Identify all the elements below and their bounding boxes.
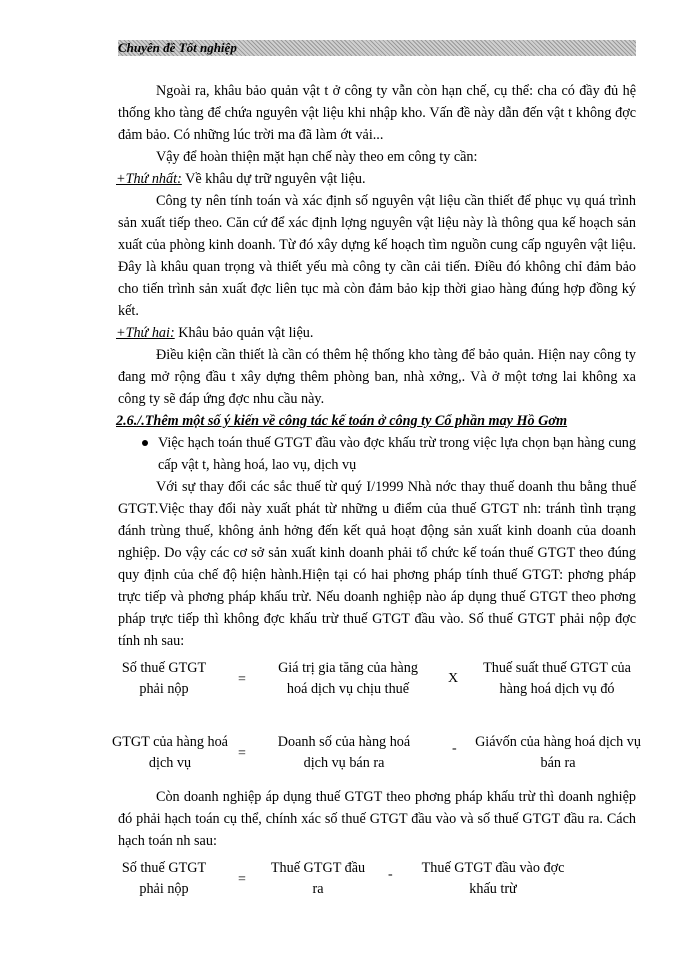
formula2-left: GTGT của hàng hoá dịch vụ xyxy=(112,734,228,771)
formula2-equals: = xyxy=(238,746,246,761)
paragraph-improvement-intro: Vậy để hoàn thiện mặt hạn chế này theo em công ty cần: xyxy=(156,149,478,165)
paragraph-warehouse: Điều kiện cần thiết là cần có thêm hệ thống kho tàng để bảo quản. Hiện nay công ty đang mở rộng đầu t xây dựng thêm phòng ban, nhà xởng,. Và ở một tơng lai không xa công ty sẽ đáp ứng đợc nhu cầu này. xyxy=(118,347,636,407)
paragraph-vat-change: Với sự thay đổi các sắc thuế từ quý I/1999 Nhà nớc thay thuế doanh thu bằng thuế GTGT.Việc thay đổi này xuất phát từ những u điểm của thuế GTGT nh: tránh tình trạng đánh trùng thuế, không ảnh hởng đến kết quả hoạt động sản xuất kinh doanh của doanh nghiệp. Do vậy các cơ sở sản xuất kinh doanh phải tổ chức kế toán thuế GTGT theo đúng quy định của chế độ hiện hành.Hiện tại có hai phơng pháp tính thuế GTGT: phơng pháp trực tiếp và phơng pháp khấu trừ. Nếu doanh nghiệp nào áp dụng thuế GTGT theo phơng pháp trực tiếp thì không đợc khấu trừ thuế GTGT đầu vào. Số thuế GTGT phải nộp đợc tính nh sau: xyxy=(118,479,636,649)
formula1-equals: = xyxy=(238,672,246,687)
paragraph-deduction-method: Còn doanh nghiệp áp dụng thuế GTGT theo phơng pháp khấu trừ thì doanh nghiệp đó phải hạch toán cụ thể, chính xác số thuế GTGT đầu vào và số thuế GTGT đầu ra. Cách hạch toán nh sau: xyxy=(118,789,636,849)
formula2-operator: - xyxy=(452,741,457,756)
paragraph-material-planning: Công ty nên tính toán và xác định số nguyên vật liệu cần thiết để phục vụ quá trình sản xuất tiếp theo. Căn cứ để xác định lợng nguyên vật liệu này là thông qua kế hoạch sản xuất của phòng kinh doanh. Từ đó xây dựng kế hoạch tìm nguồn cung cấp nguyên vật liệu. Đây là khâu quan trọng và thiết yếu mà công ty cần cải tiến. Điều đó không chỉ đảm bảo cho tiến trình sản xuất đợc liên tục mà còn đảm bảo kịp thời giao hàng đúng hợp đồng ký kết. xyxy=(118,193,636,319)
point-first xyxy=(116,168,636,190)
point-second-label: +Thứ hai: xyxy=(116,325,175,341)
formula3-left: Số thuế GTGT phải nộp xyxy=(121,860,207,897)
formula2-middle: Doanh số của hàng hoá dịch vụ bán ra xyxy=(277,734,411,771)
formula3-right: Thuế GTGT đầu vào đợc khấu trừ xyxy=(421,860,565,897)
formula-value-added xyxy=(112,732,641,782)
point-first-text: Về khâu dự trữ nguyên vật liệu. xyxy=(181,171,366,187)
document-body xyxy=(112,80,641,912)
header-title: Chuyên đề Tốt nghiệp xyxy=(118,40,237,55)
formula1-middle: Giá trị gia tăng của hàng hoá dịch vụ chịu thuế xyxy=(278,660,418,697)
point-first-label: +Thứ nhất: xyxy=(116,171,182,187)
formula-direct-method xyxy=(118,658,636,708)
formula1-operator: X xyxy=(448,671,459,686)
section-heading: 2.6./.Thêm một số ý kiến về công tác kế toán ở công ty Cổ phần may Hồ Gơm xyxy=(116,413,568,429)
formula3-operator: - xyxy=(388,867,393,882)
formula1-right: Thuế suất thuế GTGT của hàng hoá dịch vụ đó xyxy=(483,660,631,697)
bullet-dot-icon xyxy=(142,440,148,446)
point-second-text: Khâu bảo quản vật liệu. xyxy=(174,325,314,341)
bullet-vat-text: Việc hạch toán thuế GTGT đầu vào đợc khấu trừ trong việc lựa chọn bạn hàng cung cấp vật t, hàng hoá, lao vụ, dịch vụ xyxy=(158,435,636,473)
formula1-left: Số thuế GTGT phải nộp xyxy=(121,660,207,697)
paragraph-storage-limits: Ngoài ra, khâu bảo quản vật t ở công ty vẫn còn hạn chế, cụ thể: cha có đầy đủ hệ thống kho tàng để chứa nguyên vật liệu khi nhập kho. Vấn đề này dẫn đến vật t không đợc đảm bảo. Có những lúc trời ma đã làm ớt vải... xyxy=(118,83,636,143)
formula3-equals: = xyxy=(238,872,246,887)
formula-deduction xyxy=(118,858,636,908)
formula3-middle: Thuế GTGT đầu ra xyxy=(270,860,366,897)
point-second xyxy=(116,322,636,344)
bullet-vat-input xyxy=(138,432,636,476)
formula2-right: Giávốn của hàng hoá dịch vụ bán ra xyxy=(475,734,641,771)
